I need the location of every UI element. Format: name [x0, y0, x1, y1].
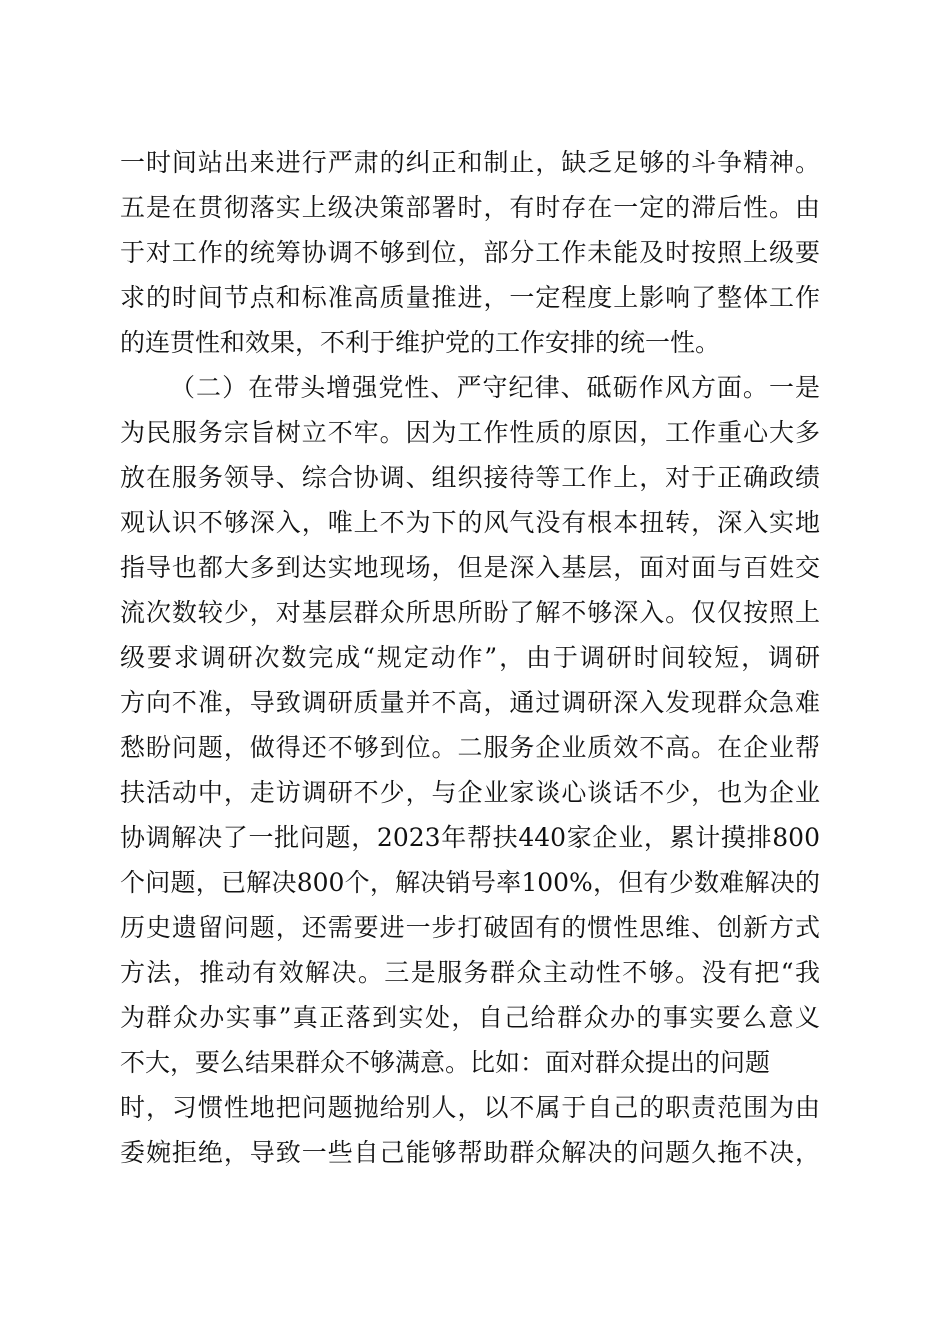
text-line: 一时间站出来进行严肃的纠正和制止，缺乏足够的斗争精神。	[120, 148, 820, 177]
text-line: 方法，推动有效解决。三是服务群众主动性不够。没有把“我	[120, 958, 820, 987]
text-line: 为群众办实事”真正落到实处，自己给群众办的事实要么意义	[120, 1003, 820, 1032]
text-line: 指导也都大多到达实地现场，但是深入基层，面对面与百姓交	[120, 553, 820, 582]
text-line: 方向不准，导致调研质量并不高，通过调研深入发现群众急难	[120, 688, 820, 717]
text-line: 历史遗留问题，还需要进一步打破固有的惯性思维、创新方式	[120, 913, 820, 942]
text-line: 不大，要么结果群众不够满意。比如：面对群众提出的问题	[120, 1048, 771, 1077]
body-text	[120, 140, 820, 1175]
paragraph-last-line: 的连贯性和效果，不利于维护党的工作安排的统一性。	[120, 328, 721, 357]
text-line: 观认识不够深入，唯上不为下的风气没有根本扭转，深入实地	[120, 508, 820, 537]
text-line: 放在服务领导、综合协调、组织接待等工作上，对于正确政绩	[120, 463, 820, 492]
text-line: 流次数较少，对基层群众所思所盼了解不够深入。仅仅按照上	[120, 598, 820, 627]
section-heading-line: （二）在带头增强党性、严守纪律、砥砺作风方面。一是	[170, 373, 820, 402]
text-line: 愁盼问题，做得还不够到位。二服务企业质效不高。在企业帮	[120, 733, 820, 762]
text-line: 五是在贯彻落实上级决策部署时，有时存在一定的滞后性。由	[120, 193, 820, 222]
text-line: 为民服务宗旨树立不牢。因为工作性质的原因，工作重心大多	[120, 418, 820, 447]
text-line: 求的时间节点和标准高质量推进，一定程度上影响了整体工作	[120, 283, 820, 312]
text-line: 级要求调研次数完成“规定动作”，由于调研时间较短，调研	[120, 643, 820, 672]
text-line: 委婉拒绝，导致一些自己能够帮助群众解决的问题久拖不决，	[120, 1138, 820, 1167]
text-line: 于对工作的统筹协调不够到位，部分工作未能及时按照上级要	[120, 238, 820, 267]
text-line: 协调解决了一批问题，2023年帮扶440家企业，累计摸排800	[120, 823, 820, 852]
text-line: 时，习惯性地把问题抛给别人，以不属于自己的职责范围为由	[120, 1093, 820, 1122]
text-line: 个问题，已解决800个，解决销号率100%，但有少数难解决的	[120, 868, 820, 897]
text-line: 扶活动中，走访调研不少，与企业家谈心谈话不少，也为企业	[120, 778, 820, 807]
